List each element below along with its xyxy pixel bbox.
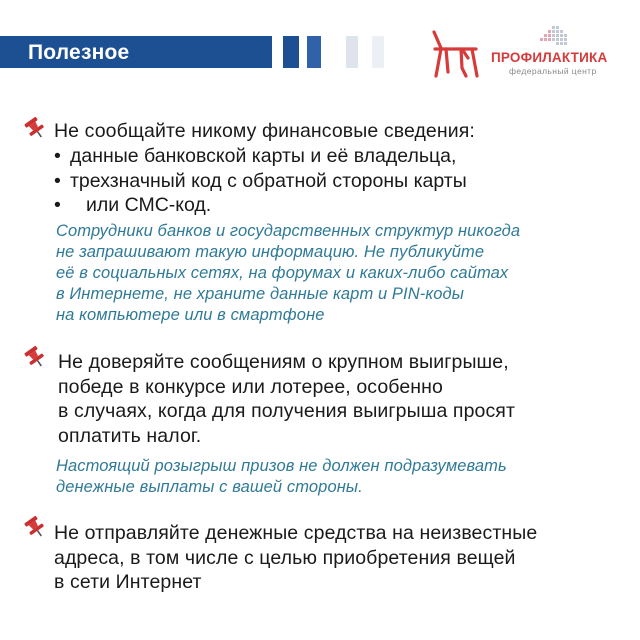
logo-name: ПРОФИЛАКТИКА (491, 50, 608, 65)
pushpin-icon (22, 117, 48, 139)
tip-1-bullets (54, 144, 467, 218)
tip-1-note (56, 221, 520, 326)
page-title: Полезное (28, 41, 130, 64)
chair-icon (428, 28, 482, 80)
decor-stripe (283, 36, 299, 68)
logo-grid-icon (540, 26, 568, 48)
text-line: в сети Интернет (54, 571, 202, 593)
decor-stripe (346, 36, 358, 68)
note-line: Сотрудники банков и государственных структур никогда (56, 222, 521, 240)
logo-subtitle: федеральный центр (509, 66, 597, 76)
tip-2-note (56, 456, 507, 498)
pushpin-icon (22, 346, 48, 368)
text-line: Не сообщайте никому финансовые сведения: (54, 120, 475, 142)
text-line: адреса, в том числе с целью приобретения вещей (54, 546, 516, 569)
note-line: на компьютере или в смартфоне (56, 306, 325, 324)
list-item: • данные банковской карты и её владельца, (54, 144, 467, 169)
text-line: победе в конкурсе или лотерее, особенно (58, 375, 443, 398)
note-line: денежные выплаты с вашей стороны. (56, 478, 363, 496)
text-line: в случаях, когда для получения выигрыша просят (58, 400, 515, 422)
decor-stripe (372, 36, 384, 68)
header-banner (0, 36, 272, 68)
tip-3-text (54, 521, 537, 595)
text-line: Не доверяйте сообщениям о крупном выигрыше, (58, 351, 509, 373)
list-item-continuation: • или СМС-код. (54, 193, 467, 218)
text-line: Не отправляйте денежные средства на неизвестные (54, 522, 538, 544)
decor-stripe (307, 36, 321, 68)
note-line: Настоящий розыгрыш призов не должен подразумевать (56, 457, 507, 475)
tip-2-text (58, 350, 515, 448)
list-item: • трехзначный код с обратной стороны карты (54, 169, 467, 194)
note-line: в Интернете, не храните данные карт и PIN-коды (56, 285, 464, 303)
note-line: не запрашивают такую информацию. Не публикуйте (56, 243, 485, 261)
pushpin-icon (22, 516, 48, 538)
tip-1-text (54, 119, 475, 144)
text-line: оплатить налог. (58, 424, 202, 447)
note-line: её в социальных сетях, на форумах и каких-либо сайтах (56, 264, 509, 282)
